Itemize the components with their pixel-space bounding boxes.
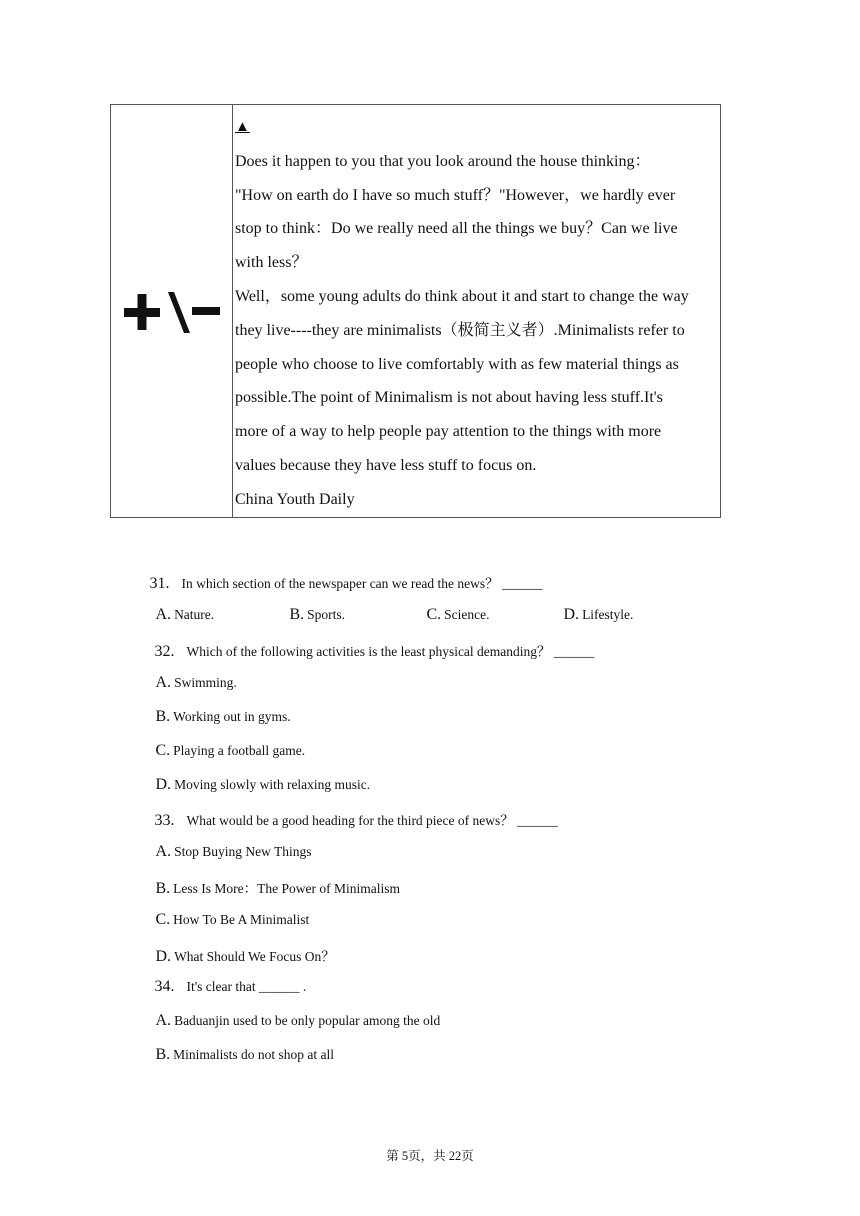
passage-line: more of a way to help people pay attention to the things with more (235, 423, 662, 441)
option-31-a: A. Nature. (155, 606, 215, 623)
question-number: 33. (154, 812, 175, 829)
passage-line: with less？ (235, 254, 308, 272)
question-number: 34. (154, 978, 175, 995)
passage-line: stop to think：Do we really need all the things we buy？Can we live (235, 220, 678, 238)
passage-line: "How on earth do I have so much stuff？"However，we hardly ever (235, 186, 676, 204)
option-32-b: B. Working out in gyms. (155, 708, 291, 725)
passage-cell (233, 105, 721, 518)
question-number: 31. (149, 575, 170, 592)
option-33-b: B. Less Is More：The Power of Minimalism (155, 880, 401, 897)
page-footer: 第 5页，共 22页 (386, 1149, 474, 1163)
option-33-d: D. What Should We Focus On？ (155, 948, 335, 965)
option-31-c: C. Science. (426, 606, 490, 623)
triangle-marker: ▲ (235, 119, 250, 135)
option-34-a: A. Baduanjin used to be only popular among the old (155, 1012, 441, 1029)
passage-line: values because they have less stuff to focus on. (235, 456, 537, 474)
passage-line: they live----they are minimalists（极简主义者）.Minimalists refer to (235, 321, 685, 339)
passage-line: Well，some young adults do think about it and start to change the way (235, 287, 689, 305)
option-33-c: C. How To Be A Minimalist (155, 911, 310, 928)
passage-line: people who choose to live comfortably with as few material things as (235, 355, 679, 373)
option-34-b: B. Minimalists do not shop at all (155, 1046, 335, 1063)
option-33-a: A. Stop Buying New Things (155, 843, 312, 860)
question-text: It's clear that ______ . (186, 979, 307, 994)
option-31-b: B. Sports. (289, 606, 346, 623)
option-32-c: C. Playing a football game. (155, 742, 306, 759)
passage-line: Does it happen to you that you look around the house thinking： (235, 152, 651, 170)
option-32-d: D. Moving slowly with relaxing music. (155, 776, 371, 793)
plus-backslash-minus-icon (122, 287, 222, 342)
question-text: Which of the following activities is the least physical demanding？ ______ (186, 644, 595, 659)
passage-line: possible.The point of Minimalism is not about having less stuff.It's (235, 389, 663, 407)
news-table (110, 104, 721, 518)
question-number: 32. (154, 643, 175, 660)
icon-cell (111, 105, 233, 518)
question-text: In which section of the newspaper can we read the news？ ______ (181, 576, 543, 591)
option-32-a: A. Swimming. (155, 674, 237, 691)
question-text: What would be a good heading for the third piece of news？ ______ (186, 813, 558, 828)
option-31-d: D. Lifestyle. (563, 606, 634, 623)
passage-source: China Youth Daily (235, 490, 355, 508)
